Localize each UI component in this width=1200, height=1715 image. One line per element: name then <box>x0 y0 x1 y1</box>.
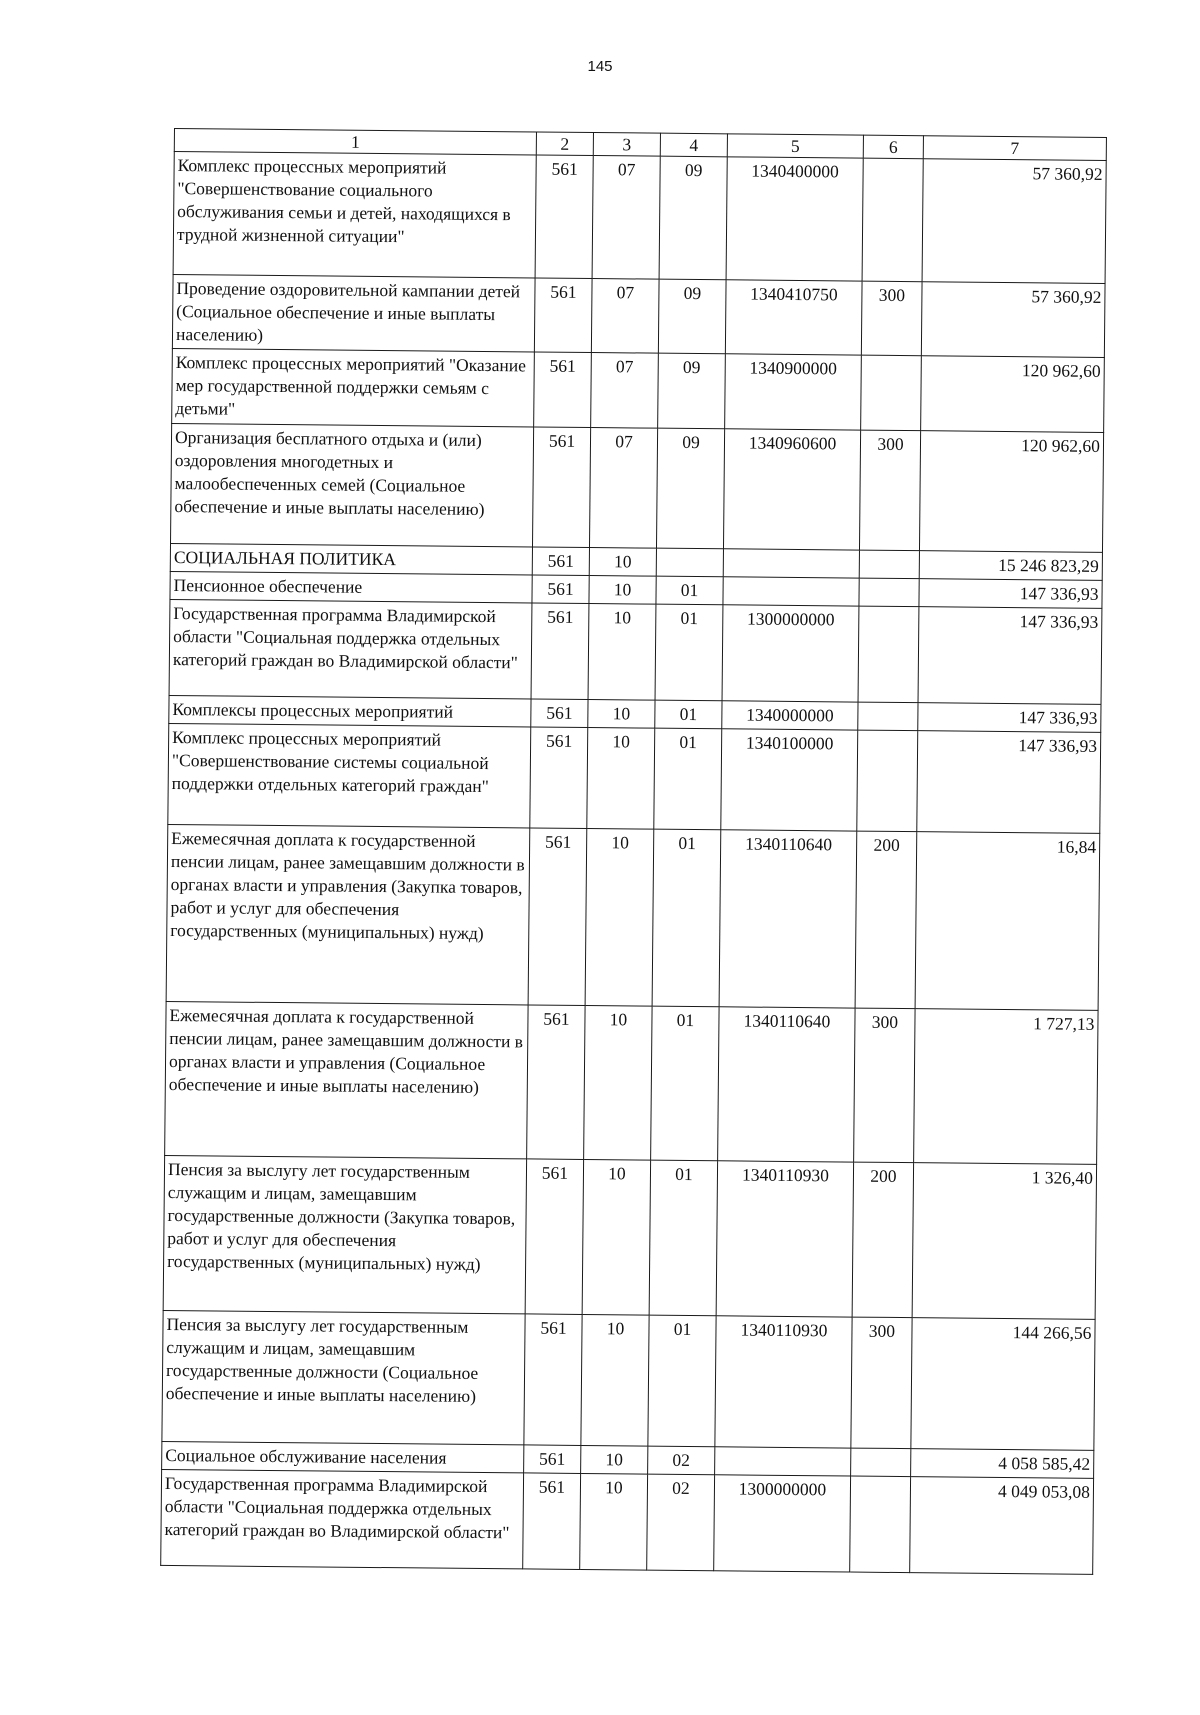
row-razd: 07 <box>589 427 657 548</box>
row-csr: 1340960600 <box>723 428 860 549</box>
row-vr: 200 <box>855 831 917 1009</box>
row-ved: 561 <box>530 727 588 829</box>
row-ved: 561 <box>524 1445 581 1474</box>
row-podr: 09 <box>658 279 726 354</box>
budget-table <box>160 128 1107 1575</box>
row-csr: 1340110930 <box>716 1161 853 1317</box>
column-header: 4 <box>660 133 727 157</box>
row-podr: 09 <box>659 156 727 280</box>
row-vr: 300 <box>859 430 920 551</box>
row-vr <box>859 578 919 607</box>
row-csr: 1340100000 <box>721 729 858 831</box>
row-razd: 10 <box>581 1314 649 1446</box>
row-name: Проведение оздоровительной кампании детей (Социальное обеспечение и иные выплаты населению) <box>172 274 535 352</box>
row-sum: 57 360,92 <box>922 159 1106 284</box>
row-csr: 1300000000 <box>722 605 859 702</box>
row-vr <box>861 355 922 430</box>
row-vr <box>857 730 918 832</box>
row-vr: 200 <box>852 1162 913 1318</box>
row-razd: 10 <box>588 603 656 700</box>
row-ved: 561 <box>523 1473 581 1570</box>
row-podr: 01 <box>656 576 723 605</box>
row-razd: 10 <box>589 547 656 576</box>
table-row <box>166 824 1100 1010</box>
row-csr: 1340110930 <box>715 1316 852 1448</box>
row-razd: 10 <box>581 1445 648 1474</box>
row-razd: 07 <box>591 279 659 354</box>
row-sum: 16,84 <box>915 832 1100 1011</box>
row-vr: 300 <box>851 1317 912 1449</box>
row-csr: 1340900000 <box>725 354 862 430</box>
row-ved: 561 <box>532 427 590 548</box>
row-podr: 01 <box>654 728 722 830</box>
row-name: Комплекс процессных мероприятий "Оказание мер государственной поддержки семьям с детьми" <box>172 349 535 427</box>
row-name: Пенсия за выслугу лет государственным служащим и лицам, замещавшим государственные должности (Социальное обеспечение и иные выплаты населению) <box>162 1310 525 1444</box>
row-sum: 144 266,56 <box>911 1317 1095 1450</box>
row-name: Организация бесплатного отдыха и (или) оздоровления многодетных и малообеспеченных семей (Социальное обеспечение и иные выплаты населению) <box>171 423 534 546</box>
row-name: Ежемесячная доплата к государственной пенсии лицам, ранее замещавшим должности в органах власти и управления (Социальное обеспечение и иные выплаты населению) <box>165 1001 528 1158</box>
row-ved: 561 <box>532 547 589 576</box>
row-csr: 1300000000 <box>714 1475 851 1572</box>
row-podr: 02 <box>647 1474 715 1571</box>
row-ved: 561 <box>532 575 589 604</box>
row-ved: 561 <box>528 828 587 1006</box>
table-row <box>172 274 1105 357</box>
row-ved: 561 <box>534 352 592 427</box>
row-ved: 561 <box>535 155 593 279</box>
column-header: 7 <box>923 136 1106 161</box>
table-row <box>165 1001 1098 1164</box>
row-vr <box>859 550 919 579</box>
table-row <box>163 1155 1096 1319</box>
row-podr: 01 <box>655 700 722 729</box>
row-csr: 1340110640 <box>718 1007 855 1162</box>
row-vr <box>850 1476 911 1573</box>
row-vr <box>858 606 919 703</box>
row-ved: 561 <box>534 278 592 353</box>
row-podr: 09 <box>656 428 724 549</box>
row-ved: 561 <box>525 1159 583 1315</box>
row-csr <box>723 548 859 577</box>
row-podr: 01 <box>652 829 721 1007</box>
row-vr <box>851 1448 911 1477</box>
row-csr <box>723 576 859 605</box>
row-podr: 09 <box>658 353 726 428</box>
table-row <box>169 599 1102 704</box>
row-sum: 120 962,60 <box>921 356 1105 432</box>
row-name: Государственная программа Владимирской области "Социальная поддержка отдельных категорий граждан во Владимирской области" <box>161 1469 524 1568</box>
column-header: 3 <box>593 133 660 157</box>
row-name: Комплекс процессных мероприятий "Совершенствование системы социальной поддержки отдельных категорий граждан" <box>168 723 531 827</box>
table-row <box>172 349 1105 432</box>
row-sum: 4 049 053,08 <box>910 1477 1094 1575</box>
row-name: Пенсия за выслугу лет государственным служащим и лицам, замещавшим государственные должности (Закупка товаров, работ и услуг для обеспечения государственных (муниципальных) нужд) <box>163 1155 526 1313</box>
table-row <box>173 152 1106 284</box>
column-header: 5 <box>727 134 863 158</box>
row-ved: 561 <box>531 699 588 728</box>
row-razd: 10 <box>582 1159 650 1315</box>
table-row <box>171 423 1104 552</box>
row-razd: 10 <box>585 828 654 1006</box>
row-vr: 300 <box>854 1008 915 1163</box>
row-sum: 4 058 585,42 <box>911 1448 1094 1478</box>
column-header: 6 <box>863 135 923 159</box>
row-razd: 07 <box>592 156 660 280</box>
row-sum: 57 360,92 <box>921 282 1105 358</box>
row-podr: 01 <box>648 1315 716 1447</box>
row-razd: 10 <box>587 727 655 829</box>
row-ved: 561 <box>527 1005 585 1160</box>
row-sum: 147 336,93 <box>918 702 1101 732</box>
table-row <box>161 1469 1094 1574</box>
table-row <box>162 1310 1095 1450</box>
row-sum: 15 246 823,29 <box>919 550 1102 580</box>
row-name: Ежемесячная доплата к государственной пенсии лицам, ранее замещавшим должности в органах власти и управления (Закупка товаров, работ и услуг для обеспечения государственных (муниципальных) нужд) <box>166 824 530 1004</box>
row-razd: 10 <box>580 1473 648 1570</box>
row-csr: 1340400000 <box>726 157 863 281</box>
row-razd: 10 <box>588 699 655 728</box>
row-sum: 147 336,93 <box>918 606 1102 704</box>
row-sum: 147 336,93 <box>917 731 1101 834</box>
row-vr <box>858 702 918 731</box>
row-podr: 01 <box>649 1160 717 1316</box>
row-podr: 01 <box>651 1006 719 1161</box>
row-csr: 1340110640 <box>719 830 857 1008</box>
row-csr: 1340410750 <box>725 280 862 356</box>
row-csr: 1340000000 <box>722 701 858 730</box>
row-razd: 10 <box>584 1005 652 1160</box>
row-vr: 300 <box>861 281 922 356</box>
row-name: Государственная программа Владимирской области "Социальная поддержка отдельных категорий граждан во Владимирской области" <box>169 599 532 698</box>
row-sum: 1 727,13 <box>914 1008 1098 1164</box>
row-sum: 1 326,40 <box>912 1162 1096 1319</box>
row-name: Социальное обслуживание населения <box>162 1441 524 1473</box>
row-podr: 02 <box>648 1446 715 1475</box>
page-number: 145 <box>587 58 613 75</box>
row-sum: 120 962,60 <box>919 430 1103 552</box>
row-name: Комплекс процессных мероприятий "Совершенствование социального обслуживания семьи и детей, находящихся в трудной жизненной ситуации" <box>173 152 536 278</box>
row-podr <box>656 548 723 577</box>
row-ved: 561 <box>531 603 589 700</box>
row-ved: 561 <box>524 1314 582 1446</box>
row-podr: 01 <box>655 604 723 701</box>
table-row <box>168 723 1101 833</box>
row-name: СОЦИАЛЬНАЯ ПОЛИТИКА <box>170 543 532 575</box>
row-razd: 07 <box>591 353 659 428</box>
row-sum: 147 336,93 <box>919 578 1102 608</box>
column-header: 2 <box>536 132 593 156</box>
row-name: Пенсионное обеспечение <box>170 571 532 603</box>
row-razd: 10 <box>589 575 656 604</box>
column-header: 1 <box>174 129 536 155</box>
row-name: Комплексы процессных мероприятий <box>169 695 531 727</box>
row-csr <box>715 1447 851 1476</box>
row-vr <box>862 158 923 282</box>
